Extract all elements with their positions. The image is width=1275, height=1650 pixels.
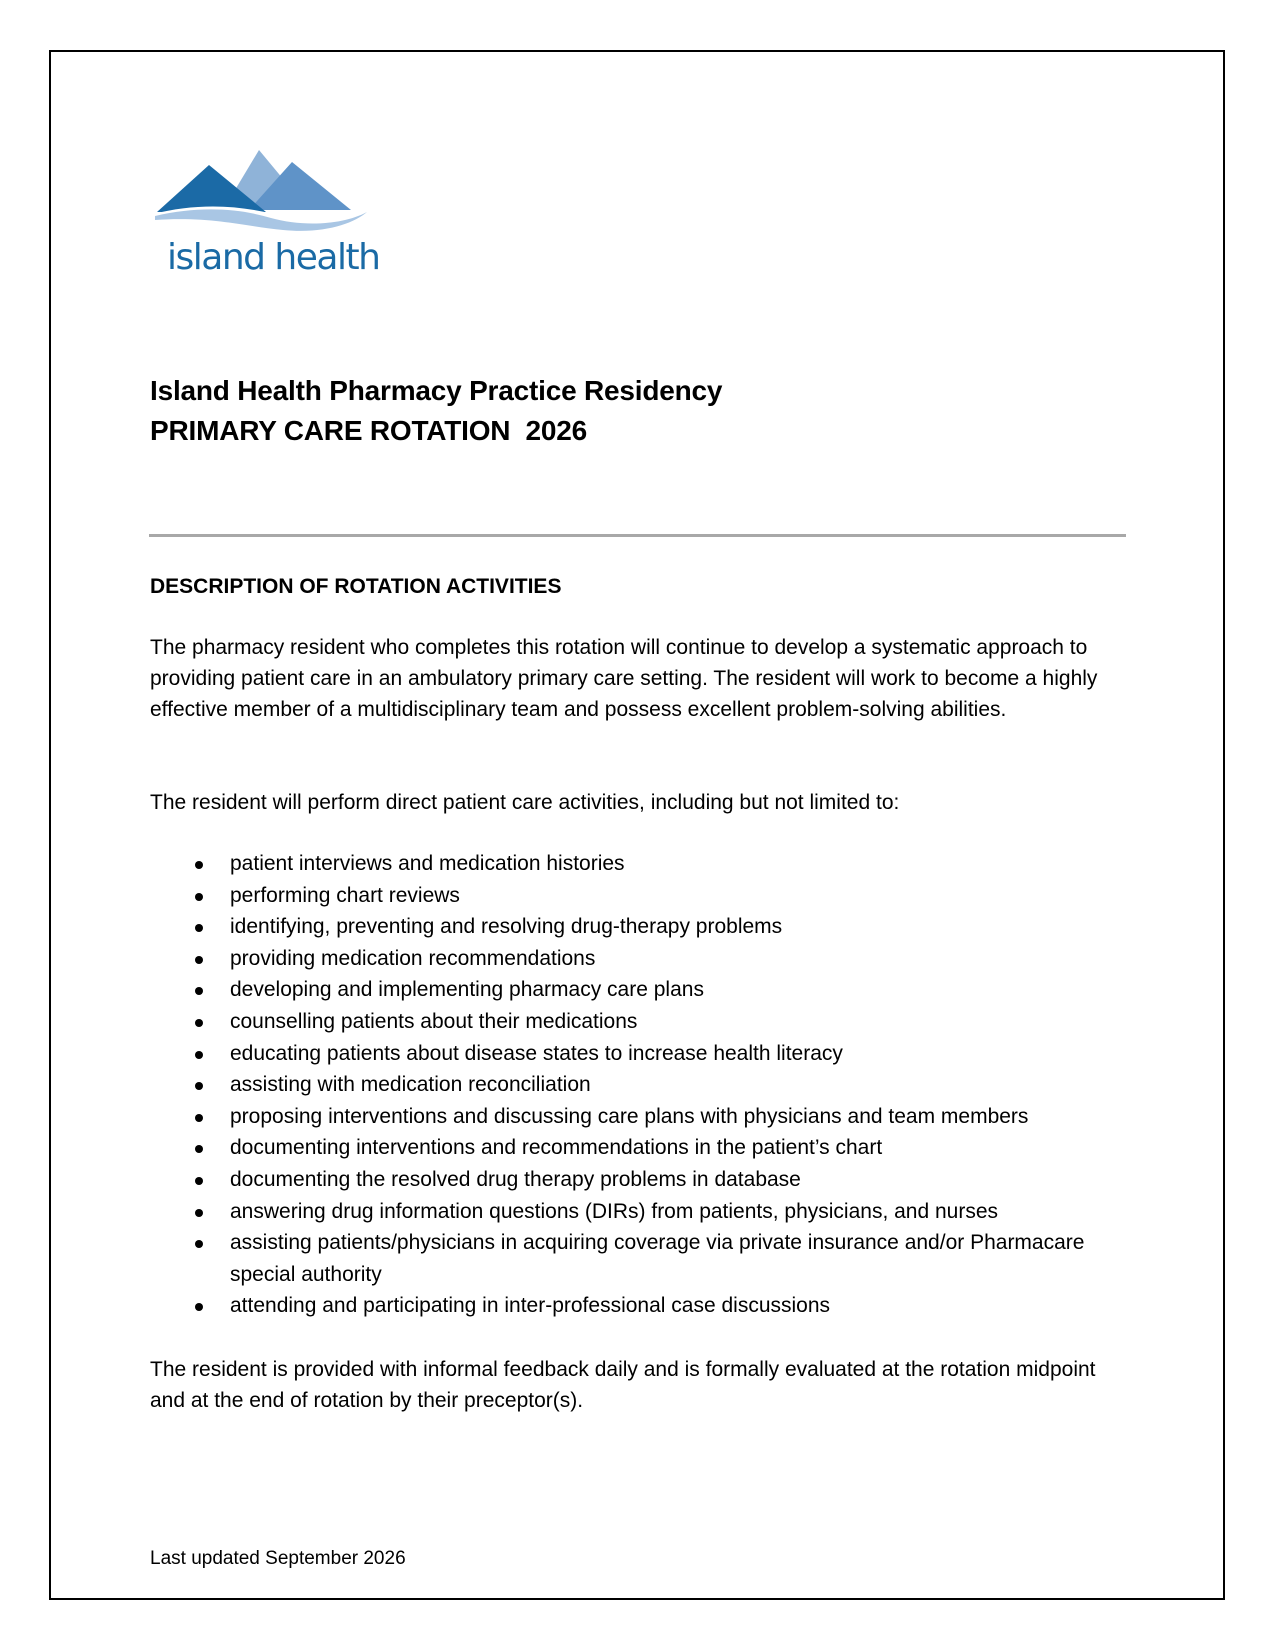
list-item-text: performing chart reviews (230, 883, 460, 907)
list-item-text: proposing interventions and discussing care plans with physicians and team members (230, 1104, 1029, 1128)
activities-lead: The resident will perform direct patient care activities, including but not limited to: (150, 791, 900, 814)
list-item (150, 1038, 1110, 1070)
bullet-icon (195, 956, 203, 964)
list-item (150, 848, 1110, 880)
list-item-text: developing and implementing pharmacy care plans (230, 978, 704, 1002)
list-item-text: providing medication recommendations (230, 946, 596, 970)
bullet-icon (195, 1209, 203, 1217)
list-item (150, 1101, 1110, 1133)
list-item-text: patient interviews and medication histories (230, 852, 625, 875)
bullet-icon (195, 1051, 203, 1059)
bullet-icon (195, 1145, 203, 1153)
list-item-text: attending and participating in inter-professional case discussions (230, 1294, 831, 1318)
island-health-logo (153, 148, 378, 288)
list-item (150, 974, 1110, 1006)
bullet-icon (195, 861, 203, 869)
bullet-icon (195, 924, 203, 932)
list-item (150, 1132, 1110, 1164)
bullet-icon (195, 1082, 203, 1090)
list-item (150, 911, 1110, 943)
list-item (150, 943, 1110, 975)
list-item-text: documenting interventions and recommendations in the patient’s chart (230, 1136, 883, 1160)
mountain-logo-icon (153, 148, 378, 238)
list-item (150, 1227, 1110, 1290)
closing-paragraph: The resident is provided with informal feedback daily and is formally evaluated at the rotation midpoint and at the end of rotation by their preceptor(s). (150, 1358, 1096, 1412)
list-item (150, 1196, 1110, 1228)
list-item-text: assisting patients/physicians in acquiring coverage via private insurance and/or Pharmacare special authority (230, 1231, 1085, 1286)
list-item-text: identifying, preventing and resolving drug-therapy problems (230, 915, 783, 939)
list-item-text: assisting with medication reconciliation (230, 1073, 591, 1097)
list-item (150, 1164, 1110, 1196)
list-item-text: educating patients about disease states to increase health literacy (230, 1041, 843, 1065)
rotation-title: PRIMARY CARE ROTATION 2026 (150, 415, 587, 446)
bullet-icon (195, 987, 203, 995)
bullet-icon (195, 1240, 203, 1248)
list-item-text: answering drug information questions (DIRs) from patients, physicians, and nurses (230, 1199, 999, 1223)
section-divider (149, 534, 1126, 537)
intro-paragraph: The pharmacy resident who completes this rotation will continue to develop a systematic approach to providing patient care in an ambulatory primary care setting. The resident will work to become a highly effective member of a multidisciplinary team and possess excellent problem-solving abilities. (150, 636, 1098, 721)
section-heading: DESCRIPTION OF ROTATION ACTIVITIES (150, 575, 562, 598)
list-item (150, 880, 1110, 912)
bullet-icon (195, 1303, 203, 1311)
title-block (150, 371, 722, 451)
logo-wordmark: island health (167, 237, 380, 278)
bullet-icon (195, 1019, 203, 1027)
last-updated-footer: Last updated September 2026 (150, 1548, 406, 1569)
list-item (150, 1069, 1110, 1101)
bullet-icon (195, 1177, 203, 1185)
bullet-icon (195, 1114, 203, 1122)
list-item (150, 1290, 1110, 1322)
list-item-text: counselling patients about their medications (230, 1009, 638, 1033)
list-item (150, 1006, 1110, 1038)
bullet-icon (195, 893, 203, 901)
list-item-text: documenting the resolved drug therapy problems in database (230, 1167, 801, 1191)
document-title: Island Health Pharmacy Practice Residency (150, 375, 723, 406)
activities-list (150, 848, 1110, 1322)
